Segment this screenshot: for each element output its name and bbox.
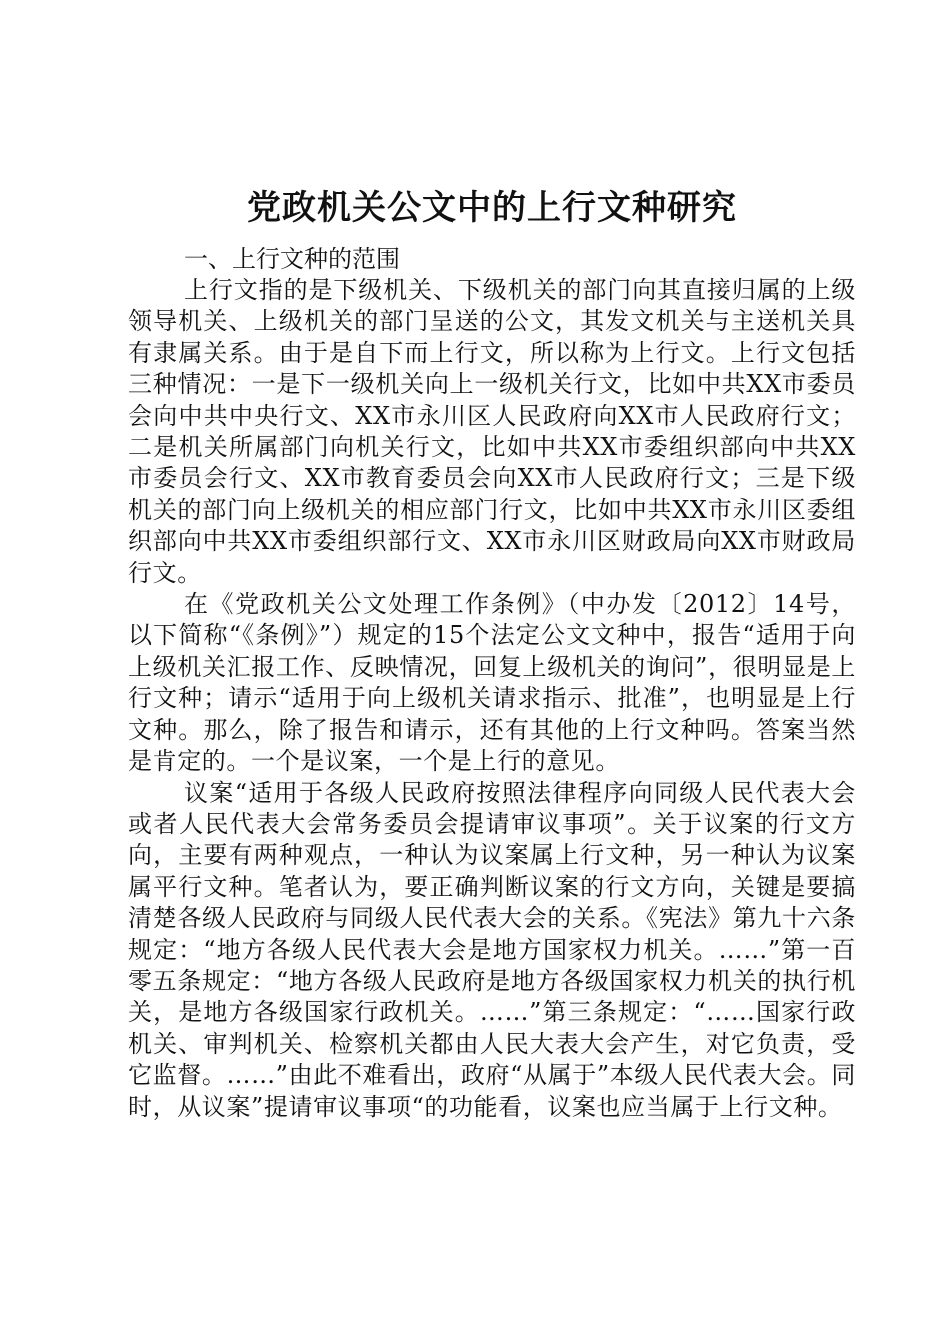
document-page	[128, 180, 856, 1123]
paragraph-2: 在《党政机关公文处理工作条例》（中办发〔2012〕14号，以下简称“《条例》”）规定的15个法定公文文种中，报告“适用于向上级机关汇报工作、反映情况，回复上级机关的询问”，很明显是上行文种；请示“适用于向上级机关请求指示、批准”，也明显是上行文种。那么，除了报告和请示，还有其他的上行文种吗。答案当然是肯定的。一个是议案，一个是上行的意见。	[128, 590, 856, 776]
section-heading: 一、上行文种的范围	[184, 245, 400, 273]
paragraph-1: 上行文指的是下级机关、下级机关的部门向其直接归属的上级领导机关、上级机关的部门呈送的公文，其发文机关与主送机关具有隶属关系。由于是自下而上行文，所以称为上行文。上行文包括三种情况：一是下一级机关向上一级机关行文，比如中共XX市委员会向中共中央行文、XX市永川区人民政府向XX市人民政府行文；二是机关所属部门向机关行文，比如中共XX市委组织部向中共XX市委员会行文、XX市教育委员会向XX市人民政府行文；三是下级机关的部门向上级机关的相应部门行文，比如中共XX市永川区委组织部向中共XX市委组织部行文、XX市永川区财政局向XX市财政局行文。	[128, 276, 856, 587]
paragraph-3: 议案“适用于各级人民政府按照法律程序向同级人民代表大会或者人民代表大会常务委员会提请审议事项”。关于议案的行文方向，主要有两种观点，一种认为议案属上行文种，另一种认为议案属平行文种。笔者认为，要正确判断议案的行文方向，关键是要搞清楚各级人民政府与同级人民代表大会的关系。《宪法》第九十六条规定：“地方各级人民代表大会是地方国家权力机关。……”第一百零五条规定：“地方各级人民政府是地方各级国家权力机关的执行机关，是地方各级国家行政机关。……”第三条规定：“……国家行政机关、审判机关、检察机关都由人民大表大会产生，对它负责，受它监督。……”由此不难看出，政府“从属于”本级人民代表大会。同时，从议案”提请审议事项“的功能看，议案也应当属于上行文种。	[128, 778, 856, 1121]
document-title: 党政机关公文中的上行文种研究	[247, 188, 737, 228]
